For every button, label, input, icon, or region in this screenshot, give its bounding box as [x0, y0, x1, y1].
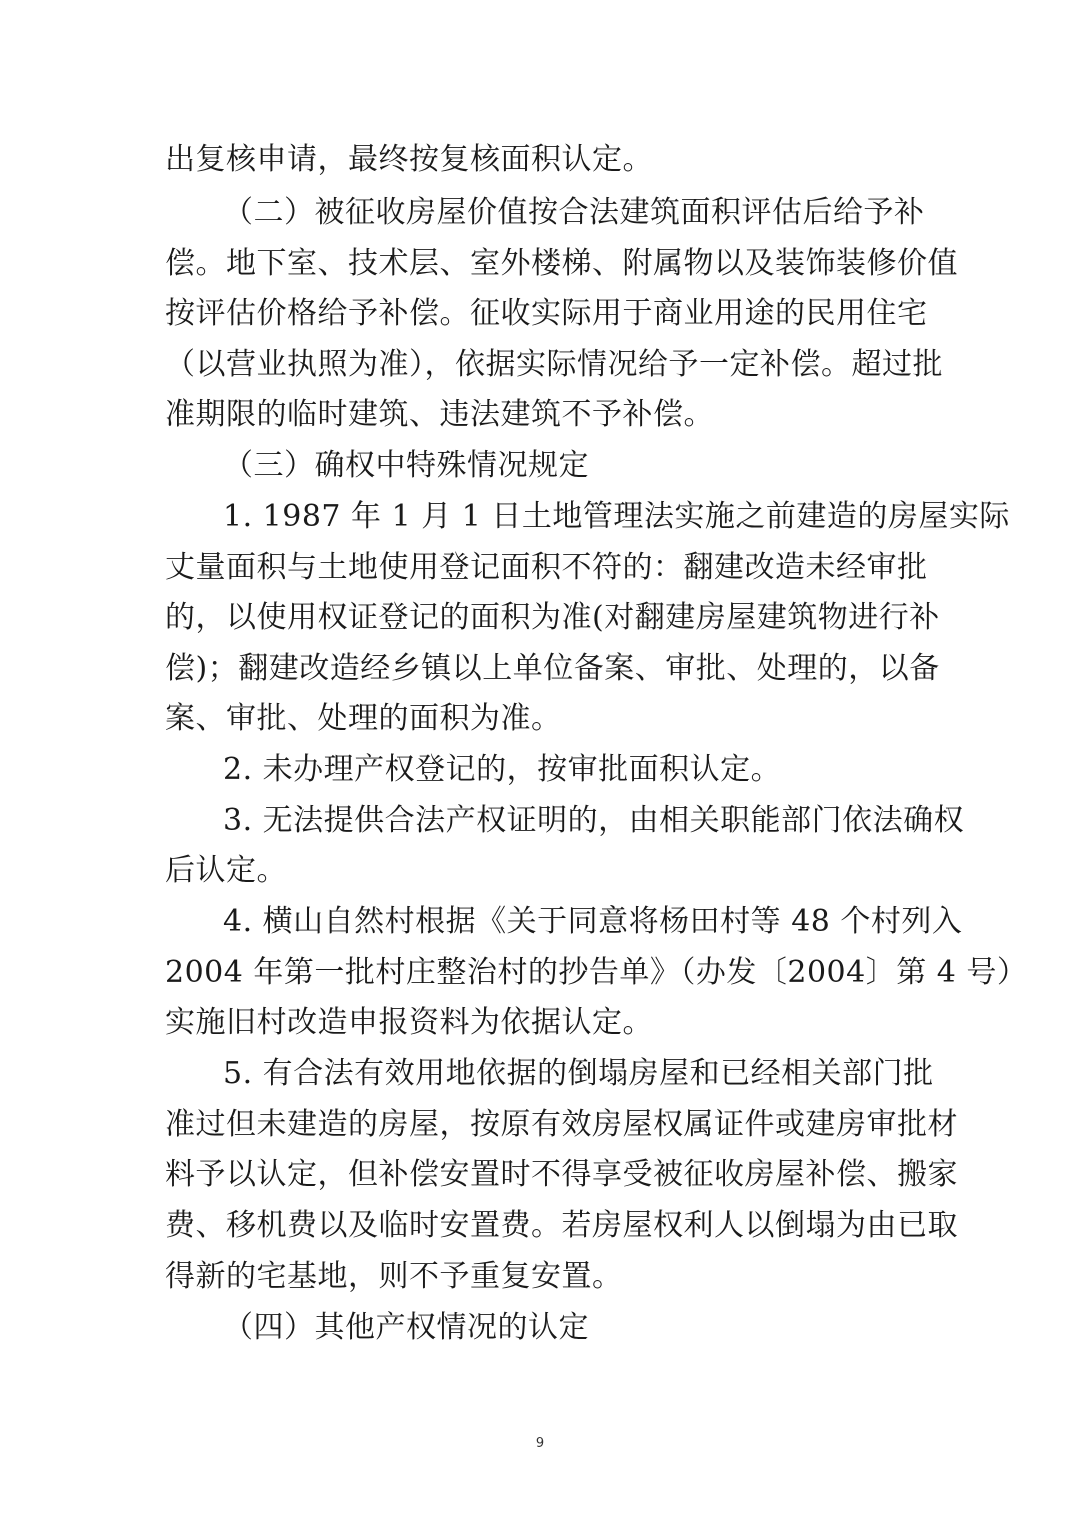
text-line: 费、移机费以及临时安置费。若房屋权利人以倒塌为由已取 — [165, 1208, 958, 1243]
text-line: 出复核申请，最终按复核面积认定。 — [165, 142, 653, 177]
text-line: （以营业执照为准），依据实际情况给予一定补偿。超过批 — [165, 347, 943, 382]
text-line: 案、审批、处理的面积为准。 — [165, 701, 562, 736]
text-line: 偿)；翻建改造经乡镇以上单位备案、审批、处理的，以备 — [165, 651, 940, 686]
section-heading: （四）其他产权情况的认定 — [223, 1310, 589, 1345]
text-line: 2. 未办理产权登记的，按审批面积认定。 — [223, 752, 782, 787]
text-line: 2004 年第一批村庄整治村的抄告单》（办发〔2004〕第 4 号） — [165, 955, 1028, 990]
text-line: 得新的宅基地，则不予重复安置。 — [165, 1259, 623, 1294]
text-line: 准过但未建造的房屋，按原有效房屋权属证件或建房审批材 — [165, 1107, 958, 1142]
text-line: 偿。地下室、技术层、室外楼梯、附属物以及装饰装修价值 — [165, 246, 958, 281]
page-number: 9 — [535, 1436, 545, 1451]
text-line: 丈量面积与土地使用登记面积不符的：翻建改造未经审批 — [165, 550, 928, 585]
text-line: 5. 有合法有效用地依据的倒塌房屋和已经相关部门批 — [223, 1056, 934, 1091]
text-line: 准期限的临时建筑、违法建筑不予补偿。 — [165, 397, 714, 432]
text-line: 实施旧村改造申报资料为依据认定。 — [165, 1005, 653, 1040]
text-line: 按评估价格给予补偿。征收实际用于商业用途的民用住宅 — [165, 296, 928, 331]
text-line: 料予以认定，但补偿安置时不得享受被征收房屋补偿、搬家 — [165, 1157, 958, 1192]
text-line: 后认定。 — [165, 853, 287, 888]
text-line: （二）被征收房屋价值按合法建筑面积评估后给予补 — [223, 195, 925, 230]
section-heading: （三）确权中特殊情况规定 — [223, 448, 589, 483]
text-line: 1. 1987 年 1 月 1 日土地管理法实施之前建造的房屋实际 — [223, 499, 1010, 534]
text-line: 3. 无法提供合法产权证明的，由相关职能部门依法确权 — [223, 803, 965, 838]
text-line: 的，以使用权证登记的面积为准(对翻建房屋建筑物进行补 — [165, 600, 940, 635]
text-line: 4. 横山自然村根据《关于同意将杨田村等 48 个村列入 — [223, 904, 963, 939]
